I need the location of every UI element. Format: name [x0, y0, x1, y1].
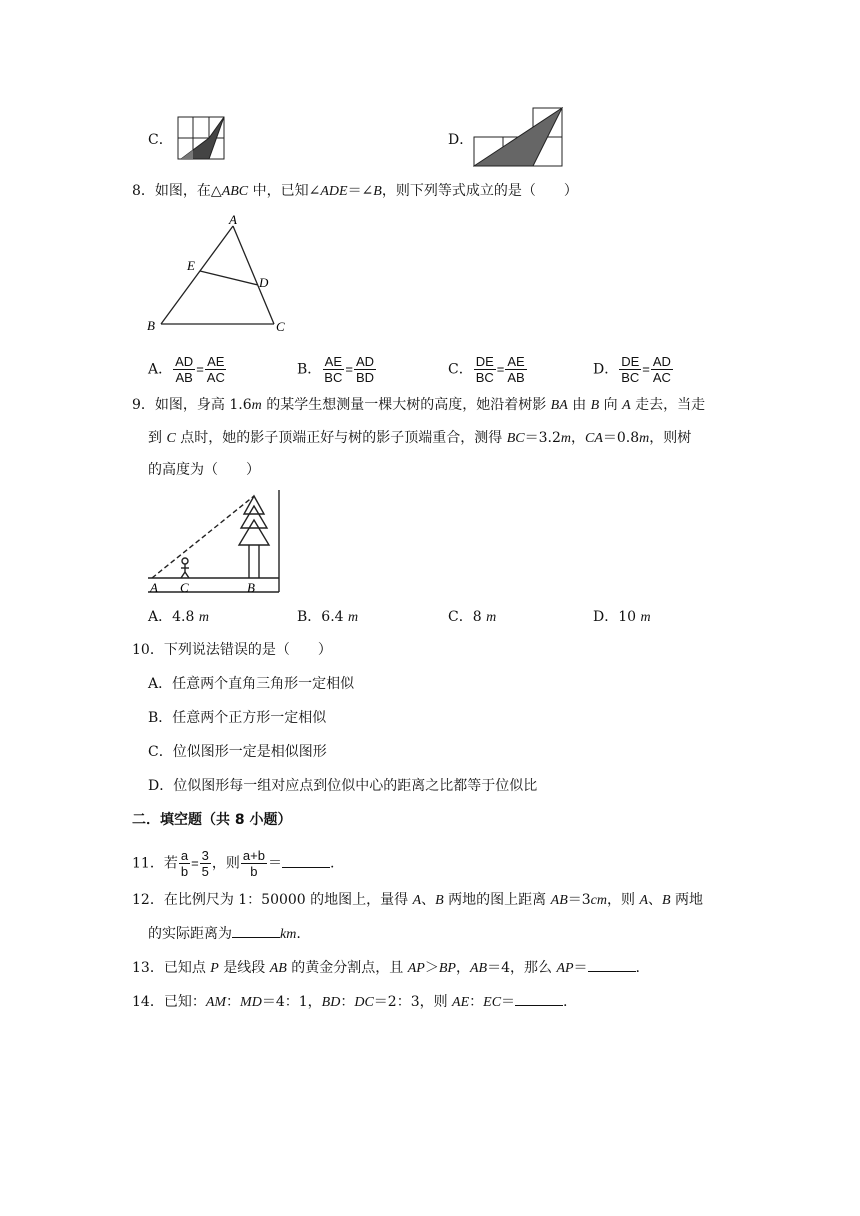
q8-option-d: D． $\frac{DE}{BC}$ = $\frac{AD}{AC}$: [593, 354, 671, 385]
section-title-fill-in: 二．填空题（共 8 小题）: [132, 812, 292, 828]
q12-stem-line2: 的实际距离为 km.: [148, 923, 301, 945]
q9-label-b: B: [247, 580, 255, 595]
q8-stem: 8．如图，在△ABC 中，已知∠ADE＝∠B，则下列等式成立的是（ ）: [132, 183, 578, 199]
q8-label-b: B: [147, 318, 155, 333]
q9-stem-line1: 9．如图，身高 1.6m 的某学生想测量一棵大树的高度，她沿着树影 BA 由 B 向 A 走去，当走: [132, 397, 706, 413]
q14-answer-blank[interactable]: [515, 991, 563, 1006]
q8-label-c: C: [276, 319, 285, 334]
q10-option-b: B．任意两个正方形一定相似: [148, 710, 327, 726]
q10-option-a: A．任意两个直角三角形一定相似: [148, 676, 355, 692]
q10-option-c: C．位似图形一定是相似图形: [148, 744, 327, 760]
q8-triangle-figure: [145, 210, 295, 335]
q12-answer-blank[interactable]: [232, 923, 280, 938]
q12-stem-line1: 12．在比例尺为 1：50000 的地图上，量得 A、B 两地的图上距离 AB＝3cm，则 A、B 两地: [132, 892, 704, 908]
q9-option-a: A．4.8 m: [148, 609, 209, 625]
q14-stem: 14．已知：AM：MD＝4：1，BD：DC＝2：3，则 AE：EC＝ .: [132, 991, 568, 1013]
q7-option-d-label: D．: [448, 132, 474, 148]
q7-option-c-figure: [177, 116, 225, 160]
q8-label-d: D: [259, 275, 269, 290]
q7-option-c-label: C．: [148, 132, 173, 148]
q11-answer-blank[interactable]: [282, 853, 330, 868]
q8-label-a: A: [229, 212, 237, 227]
q9-stem-line3: 的高度为（ ）: [148, 462, 260, 478]
q9-option-b: B．6.4 m: [297, 609, 359, 625]
q9-option-d: D．10 m: [593, 609, 651, 625]
q9-option-c: C．8 m: [448, 609, 497, 625]
q8-option-b: B． $\frac{AE}{BC}$ = $\frac{AD}{BD}$: [297, 354, 375, 385]
q9-stem-line2: 到 C 点时，她的影子顶端正好与树的影子顶端重合，测得 BC＝3.2m，CA＝0.8m，则树: [148, 430, 692, 446]
q8-label-e: E: [187, 258, 195, 273]
q9-label-a: A: [150, 580, 158, 595]
q8-option-a: A． $\frac{AD}{AB}$ = $\frac{AE}{AC}$: [148, 354, 225, 385]
q9-tree-shadow-figure: [148, 488, 284, 598]
q10-option-d: D．位似图形每一组对应点到位似中心的距离之比都等于位似比: [148, 778, 538, 794]
q11-stem: 11．若 $\frac{a}{b}$ = $\frac{3}{5}$ ，则 $\frac{a+b}{b}$ ＝ .: [132, 848, 335, 879]
q10-stem: 10．下列说法错误的是（ ）: [132, 642, 332, 658]
q7-option-d-figure: [473, 107, 563, 167]
q8-option-c: C． $\frac{DE}{BC}$ = $\frac{AE}{AB}$: [448, 354, 525, 385]
q9-label-c: C: [180, 580, 189, 595]
q13-answer-blank[interactable]: [588, 957, 636, 972]
q13-stem: 13．已知点 P 是线段 AB 的黄金分割点，且 AP＞BP，AB＝4，那么 AP＝ .: [132, 957, 640, 979]
